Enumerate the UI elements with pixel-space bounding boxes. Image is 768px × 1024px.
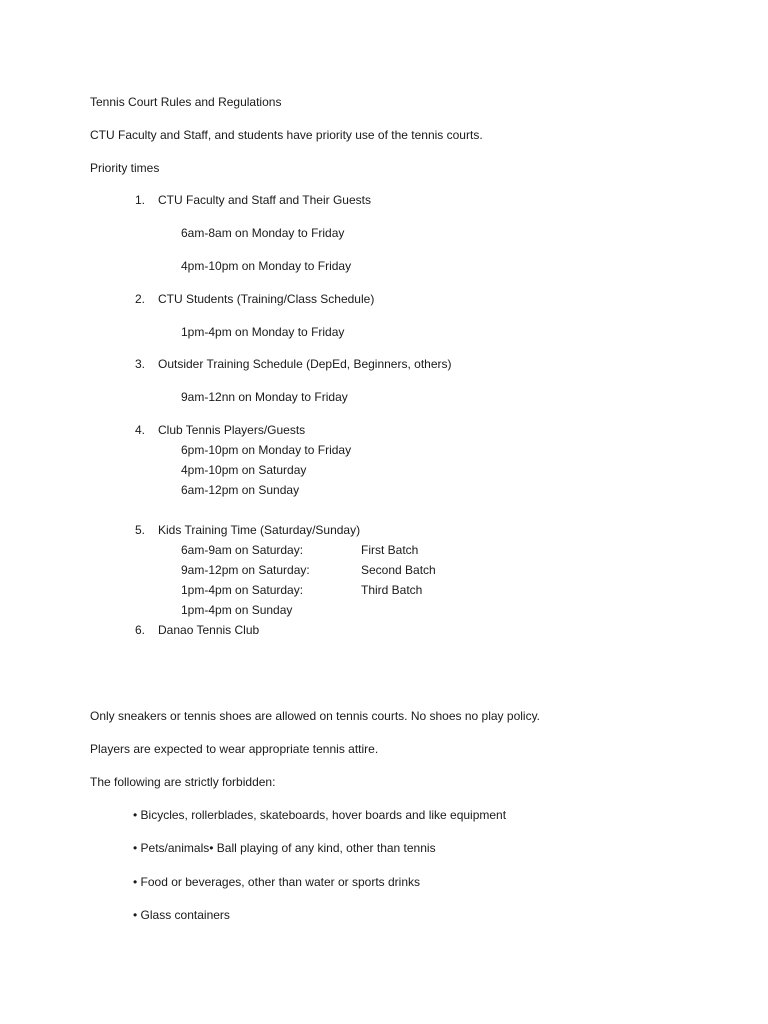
batch-label: Second Batch — [361, 563, 436, 577]
list-number: 2. — [135, 292, 146, 306]
forbidden-item: • Bicycles, rollerblades, skateboards, hover boards and like equipment — [133, 808, 507, 822]
batch-label: First Batch — [361, 543, 419, 557]
list-number: 3. — [135, 357, 146, 371]
list-item-label: CTU Students (Training/Class Schedule) — [158, 292, 375, 306]
schedule-time: 6pm-10pm on Monday to Friday — [181, 443, 352, 457]
forbidden-item: • Food or beverages, other than water or sports drinks — [133, 875, 421, 889]
forbidden-item: • Glass containers — [133, 908, 230, 922]
schedule-time: 4pm-10pm on Monday to Friday — [181, 259, 352, 273]
list-item-label: Kids Training Time (Saturday/Sunday) — [158, 523, 361, 537]
list-item-label: Outsider Training Schedule (DepEd, Beginners, others) — [158, 357, 452, 371]
list-number: 6. — [135, 623, 146, 637]
list-number: 5. — [135, 523, 146, 537]
intro-paragraph: CTU Faculty and Staff, and students have priority use of the tennis courts. — [90, 128, 483, 142]
forbidden-heading: The following are strictly forbidden: — [90, 775, 276, 789]
schedule-time: 6am-8am on Monday to Friday — [181, 226, 345, 240]
schedule-time: 1pm-4pm on Monday to Friday — [181, 325, 345, 339]
forbidden-item: • Pets/animals• Ball playing of any kind, other than tennis — [133, 841, 436, 855]
list-item-label: Club Tennis Players/Guests — [158, 423, 306, 437]
schedule-time: 1pm-4pm on Saturday: — [181, 583, 304, 597]
schedule-time: 4pm-10pm on Saturday — [181, 463, 307, 477]
schedule-time: 9am-12pm on Saturday: — [181, 563, 310, 577]
schedule-time: 9am-12nn on Monday to Friday — [181, 390, 348, 404]
schedule-time: 6am-12pm on Sunday — [181, 483, 300, 497]
priority-heading: Priority times — [90, 161, 160, 175]
schedule-time: 1pm-4pm on Sunday — [181, 603, 293, 617]
list-item-label: Danao Tennis Club — [158, 623, 260, 637]
document-title: Tennis Court Rules and Regulations — [90, 95, 282, 109]
shoes-policy: Only sneakers or tennis shoes are allowed on tennis courts. No shoes no play policy. — [90, 709, 541, 723]
batch-label: Third Batch — [361, 583, 423, 597]
attire-policy: Players are expected to wear appropriate tennis attire. — [90, 742, 379, 756]
list-number: 4. — [135, 423, 146, 437]
list-number: 1. — [135, 193, 146, 207]
schedule-time: 6am-9am on Saturday: — [181, 543, 304, 557]
list-item-label: CTU Faculty and Staff and Their Guests — [158, 193, 371, 207]
